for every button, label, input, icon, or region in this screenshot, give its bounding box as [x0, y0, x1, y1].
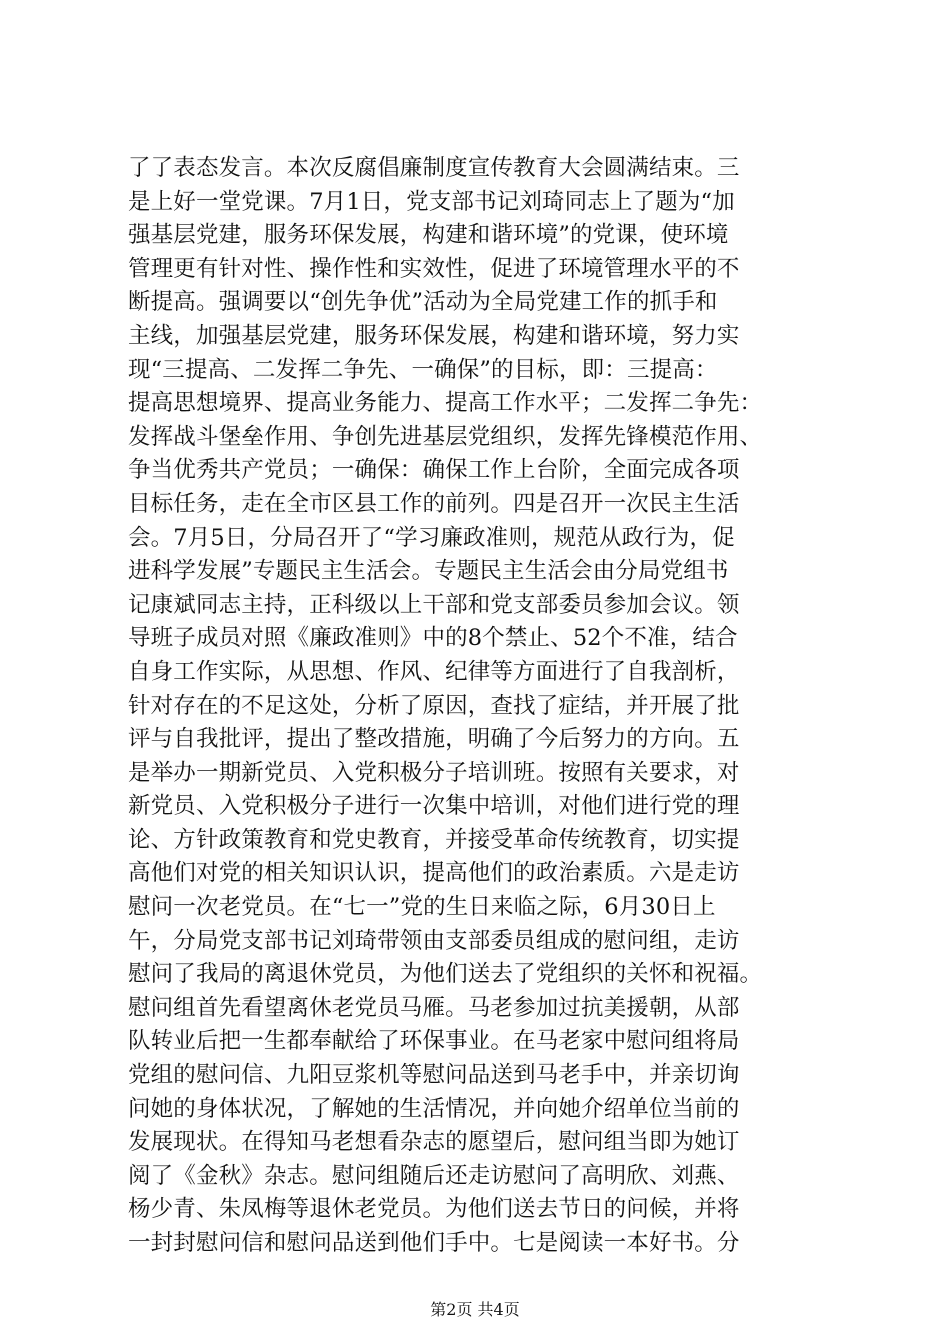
text-line-28: 党组的慰问信、九阳豆浆机等慰问品送到马老手中，并亲切询 — [128, 1062, 740, 1089]
text-line-8: 提高思想境界、提高业务能力、提高工作水平；二发挥二争先： — [128, 390, 763, 417]
text-line-20: 新党员、入党积极分子进行一次集中培训，对他们进行党的理 — [128, 793, 740, 820]
text-line-3: 强基层党建，服务环保发展，构建和谐环境”的党课，使环境 — [128, 222, 729, 249]
text-line-1: 了了表态发言。本次反腐倡廉制度宣传教育大会圆满结束。三 — [128, 155, 740, 181]
text-line-9: 发挥战斗堡垒作用、争创先进基层党组织，发挥先锋模范作用、 — [128, 423, 763, 450]
text-line-29: 问她的身体状况，了解她的生活情况，并向她介绍单位当前的 — [128, 1095, 740, 1122]
text-line-25: 慰问了我局的离退休党员，为他们送去了党组织的关怀和祝福。 — [128, 961, 763, 988]
text-line-21: 论、方针政策教育和党史教育，并接受革命传统教育，切实提 — [128, 826, 740, 853]
text-line-16: 自身工作实际，从思想、作风、纪律等方面进行了自我剖析， — [128, 658, 740, 685]
text-line-30: 发展现状。在得知马老想看杂志的愿望后，慰问组当即为她订 — [128, 1129, 740, 1156]
text-line-17: 针对存在的不足这处，分析了原因，查找了症结，并开展了批 — [128, 692, 740, 719]
page-number-footer: 第2页 共4页 — [430, 1300, 520, 1319]
text-line-13: 进科学发展”专题民主生活会。专题民主生活会由分局党组书 — [128, 558, 729, 585]
text-line-2: 是上好一堂党课。7月1日，党支部书记刘琦同志上了题为“加 — [128, 188, 735, 215]
text-line-26: 慰问组首先看望离休老党员马雁。马老参加过抗美援朝，从部 — [128, 994, 740, 1021]
text-line-12: 会。7月5日，分局召开了“学习廉政准则，规范从政行为，促 — [128, 524, 735, 551]
text-line-4: 管理更有针对性、操作性和实效性，促进了环境管理水平的不 — [128, 255, 740, 282]
text-line-32: 杨少青、朱凤梅等退休老党员。为他们送去节日的问候，并将 — [128, 1196, 740, 1223]
text-line-31: 阅了《金秋》杂志。慰问组随后还走访慰问了高明欣、刘燕、 — [128, 1162, 740, 1189]
text-line-15: 导班子成员对照《廉政准则》中的8个禁止、52个不准，结合 — [128, 625, 738, 652]
text-line-33: 一封封慰问信和慰问品送到他们手中。七是阅读一本好书。分 — [128, 1230, 740, 1256]
text-line-6: 主线，加强基层党建，服务环保发展，构建和谐环境，努力实 — [128, 322, 740, 349]
text-line-19: 是举办一期新党员、入党积极分子培训班。按照有关要求，对 — [128, 759, 740, 786]
text-line-24: 午，分局党支部书记刘琦带领由支部委员组成的慰问组，走访 — [128, 927, 740, 954]
text-line-27: 队转业后把一生都奉献给了环保事业。在马老家中慰问组将局 — [128, 1028, 740, 1055]
text-line-23: 慰问一次老党员。在“七一”党的生日来临之际，6月30日上 — [128, 894, 716, 921]
text-line-11: 目标任务，走在全市区县工作的前列。四是召开一次民主生活 — [128, 490, 740, 517]
text-line-5: 断提高。强调要以“创先争优”活动为全局党建工作的抓手和 — [128, 289, 718, 316]
body-text — [128, 152, 828, 1261]
text-line-22: 高他们对党的相关知识认识，提高他们的政治素质。六是走访 — [128, 860, 740, 887]
text-line-14: 记康斌同志主持，正科级以上干部和党支部委员参加会议。领 — [128, 591, 740, 618]
text-line-10: 争当优秀共产党员；一确保：确保工作上台阶，全面完成各项 — [128, 457, 740, 484]
text-line-18: 评与自我批评，提出了整改措施，明确了今后努力的方向。五 — [128, 726, 740, 753]
text-line-7: 现“三提高、二发挥二争先、一确保”的目标，即：三提高： — [128, 356, 718, 383]
